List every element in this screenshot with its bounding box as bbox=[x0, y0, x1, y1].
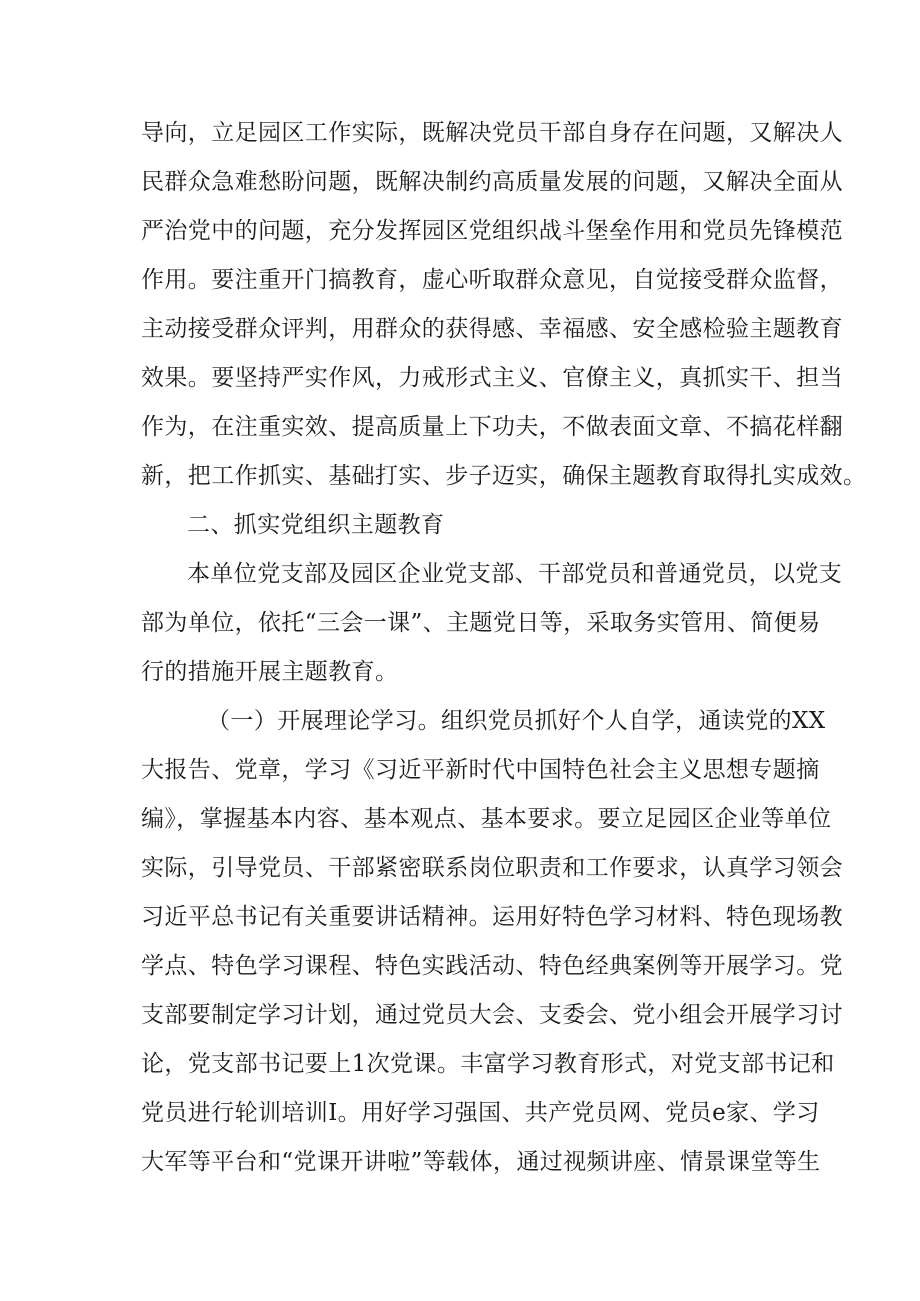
paragraph-3-line-2: 大报告、党章，学习《习近平新时代中国特色社会主义思想专题摘 bbox=[141, 757, 820, 783]
paragraph-3-line-7: 支部要制定学习计划，通过党员大会、支委会、党小组会开展学习讨 bbox=[141, 1002, 843, 1028]
paragraph-3-line-3: 编》，掌握基本内容、基本观点、基本要求。要立足园区企业等单位 bbox=[141, 806, 832, 832]
paragraph-2-line-2: 部为单位，依托“三会一课”、主题党日等，采取务实管用、简便易 bbox=[141, 610, 821, 636]
paragraph-3-line-5: 习近平总书记有关重要讲话精神。运用好特色学习材料、特色现场教 bbox=[141, 904, 843, 930]
paragraph-3-line-8: 论，党支部书记要上1次党课。丰富学习教育形式，对党支部书记和 bbox=[141, 1051, 835, 1077]
paragraph-1-line-6: 效果。要坚持严实作风，力戒形式主义、官僚主义，真抓实干、担当 bbox=[141, 365, 843, 391]
paragraph-3-line-10: 大军等平台和“党课开讲啦”等载体，通过视频讲座、情景课堂等生 bbox=[141, 1149, 821, 1175]
paragraph-3-line-1: （一）开展理论学习。组织党员抓好个人自学，通读党的XX bbox=[207, 708, 826, 734]
paragraph-3-line-4: 实际，引导党员、干部紧密联系岗位职责和工作要求，认真学习领会 bbox=[141, 855, 843, 881]
paragraph-2-line-3: 行的措施开展主题教育。 bbox=[141, 659, 399, 685]
paragraph-1-line-7: 作为，在注重实效、提高质量上下功夫，不做表面文章、不搞花样翻 bbox=[141, 414, 843, 440]
section-heading: 二、抓实党组织主题教育 bbox=[187, 512, 445, 538]
paragraph-1-line-4: 作用。要注重开门搞教育，虚心听取群众意见，自觉接受群众监督， bbox=[141, 267, 843, 293]
paragraph-1-line-2: 民群众急难愁盼问题，既解决制约高质量发展的问题，又解决全面从 bbox=[141, 169, 843, 195]
paragraph-2-line-1: 本单位党支部及园区企业党支部、干部党员和普通党员，以党支 bbox=[187, 561, 843, 587]
paragraph-1-line-1: 导向，立足园区工作实际，既解决党员干部自身存在问题，又解决人 bbox=[141, 120, 843, 146]
paragraph-1-line-3: 严治党中的问题，充分发挥园区党组织战斗堡垒作用和党员先锋模范 bbox=[141, 218, 843, 244]
paragraph-1-line-8: 新，把工作抓实、基础打实、步子迈实，确保主题教育取得扎实成效。 bbox=[141, 463, 867, 489]
paragraph-1-line-5: 主动接受群众评判，用群众的获得感、幸福感、安全感检验主题教育 bbox=[141, 316, 843, 342]
paragraph-3-line-6: 学点、特色学习课程、特色实践活动、特色经典案例等开展学习。党 bbox=[141, 953, 843, 979]
paragraph-3-line-9: 党员进行轮训培训I。用好学习强国、共产党员网、党员e家、学习 bbox=[141, 1100, 820, 1126]
